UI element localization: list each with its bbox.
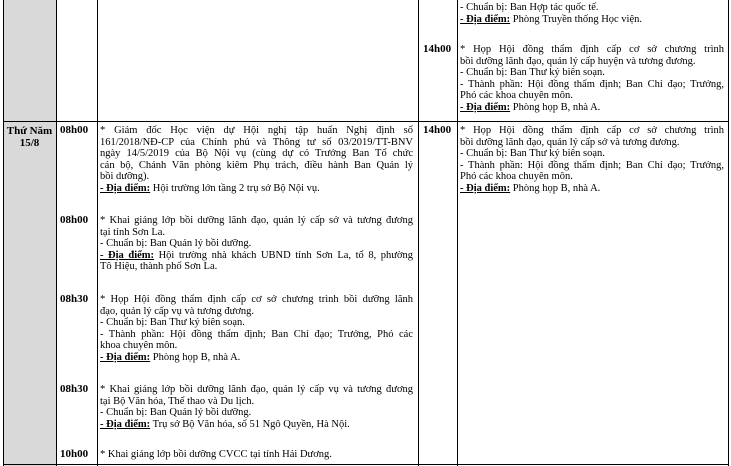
entry-line [100,294,413,306]
entry-line [460,67,724,79]
entry-text: - Chuẩn bị: Ban Quản lý bồi dưỡng. [100,238,252,250]
entry-text: - Chuẩn bị: Ban Thư ký biên soạn. [460,148,605,160]
entry-time: 10h00 [60,448,89,460]
entry-text: Tô Hiệu, thành phố Sơn La. [100,261,218,273]
entry-line [100,340,413,352]
entry-text: Phó các khoa chuyên môn. [460,90,573,102]
schedule-entry [100,449,413,461]
entry-text: - Thành phần: Hội đồng thẩm định; Ban Chỉ đạo; Trưởng, [460,159,724,171]
entry-line [460,79,724,91]
entry-text: - Chuẩn bị: Ban Thư ký biên soạn. [460,67,605,79]
entry-text: bồi dưỡng lãnh đạo, quản lý cấp sở và tương đương. [460,136,680,148]
entry-text: Hội trường lớn tầng 2 trụ sở Bộ Nội vụ. [150,182,320,194]
entry-text: - Thành phần: Hội đồng thẩm định; Ban Chỉ đạo; Trưởng, [460,78,724,90]
entry-line [100,352,413,364]
entry-text: * Họp Hội đồng thẩm định cấp cơ sở chương trình [460,44,724,55]
entry-line [100,407,413,419]
entry-line [460,137,724,149]
schedule-entry [460,2,724,25]
entry-text: * Khai giảng lớp bồi dưỡng lãnh đạo, quản lý cấp sở và tương đương [100,215,413,226]
schedule-entry [460,125,724,195]
entry-line [100,384,413,396]
entry-text: - Chuẩn bị: Ban Quản lý bồi dưỡng. [100,407,252,419]
grid-line-left [3,0,4,466]
schedule-entry [100,125,413,195]
entry-text: Phòng họp B, nhà A. [150,351,241,363]
location-label: - Địa điểm: [460,101,511,113]
entry-line [460,44,724,56]
entry-time: 14h00 [423,124,452,136]
entry-text: * Khai giảng lớp bồi dưỡng lãnh đạo, quản lý cấp vụ và tương đương [100,384,413,395]
entry-line [460,102,724,114]
entry-line [100,160,413,172]
entry-line [460,171,724,183]
schedule-entry [100,215,413,273]
entry-line [100,306,413,318]
entry-text: * Họp Hội đồng thẩm định cấp cơ sở chương trình [460,125,724,136]
schedule-entry [460,44,724,114]
location-label: - Địa điểm: [100,249,155,261]
day-cell [3,125,56,149]
entry-text: - Chuẩn bị: Ban Hợp tác quốc tế. [460,2,599,13]
entry-time: 08h30 [60,293,89,305]
entry-line [460,56,724,68]
row-separator [3,121,729,122]
entry-text: Phòng họp B, nhà A. [510,182,601,194]
entry-line [460,125,724,137]
entry-line [100,227,413,239]
grid-line-pm-content [457,0,458,466]
location-label: - Địa điểm: [100,182,151,194]
entry-line [100,396,413,408]
day-label: Thứ Năm [6,125,53,137]
entry-line [100,183,413,195]
entry-line [100,419,413,431]
entry-text: 161/2018/NĐ-CP của Chính phủ và Thông tư số 03/2019/TT-BNV [100,136,413,148]
entry-text: cán bộ, Chánh Văn phòng kiêm Phụ trách, điều hành Ban Quản lý [100,159,413,171]
entry-text: Phòng Truyền thống Học viện. [510,13,643,25]
entry-text: * Khai giảng lớp bồi dưỡng CVCC tại tỉnh Hải Dương. [100,449,332,460]
schedule-entry [100,384,413,430]
entry-line [100,449,413,461]
entry-text: * Họp Hội đồng thẩm định cấp cơ sở chương trình bồi dưỡng lãnh [100,294,413,305]
entry-line [100,261,413,273]
entry-line [100,215,413,227]
entry-text: Trụ sở Bộ Văn hóa, số 51 Ngô Quyền, Hà Nội. [150,418,350,430]
entry-line [100,238,413,250]
entry-text: đạo, quản lý cấp vụ và tương đương. [100,305,254,317]
entry-line [460,2,724,14]
schedule-entry [100,294,413,364]
entry-text: * Giám đốc Học viện dự Hội nghị tập huấn Nghị định số [100,125,413,136]
day-date: 15/8 [19,137,40,149]
entry-line [460,160,724,172]
location-label: - Địa điểm: [100,418,151,430]
entry-line [100,250,413,262]
entry-text: ngày 14/5/2019 của Bộ Nội vụ (cùng dự có Trưởng Ban Tổ chức [100,148,413,160]
entry-text: bồi dưỡng lãnh đạo, quản lý cấp huyện và tương đương. [460,55,696,67]
entry-text: Phòng họp B, nhà A. [510,101,601,113]
entry-line [100,125,413,137]
grid-line-pm-time [418,0,419,466]
grid-line-am-time [97,0,98,466]
entry-time: 08h00 [60,214,89,226]
entry-line [460,90,724,102]
entry-line [460,183,724,195]
entry-line [100,317,413,329]
grid-line-right [728,0,729,466]
entry-text: Hội trường nhà khách UBND tỉnh Sơn La, tổ 8, phường [154,249,413,261]
day-column-shade [3,0,56,466]
entry-line [100,148,413,160]
entry-text: - Chuẩn bị: Ban Thư ký biên soạn. [100,317,245,329]
entry-text: Phó các khoa chuyên môn. [460,171,573,183]
grid-line-bottom [3,464,729,465]
location-label: - Địa điểm: [100,351,151,363]
entry-time: 14h00 [423,43,452,55]
entry-time: 08h00 [60,124,89,136]
entry-text: khoa chuyên môn. [100,340,178,352]
entry-line [100,171,413,183]
entry-time: 08h30 [60,383,89,395]
entry-text: - Thành phần: Hội đồng thẩm định; Ban Chỉ đạo; Trưởng, Phó các [100,328,413,340]
entry-line [100,329,413,341]
location-label: - Địa điểm: [460,13,511,25]
entry-text: tại tỉnh Sơn La. [100,226,166,238]
entry-text: bồi dưỡng). [100,171,150,183]
location-label: - Địa điểm: [460,182,511,194]
entry-line [460,14,724,26]
entry-line [100,137,413,149]
grid-line-day [56,0,57,466]
entry-text: tại Bộ Văn hóa, Thể thao và Du lịch. [100,395,255,407]
entry-line [460,148,724,160]
